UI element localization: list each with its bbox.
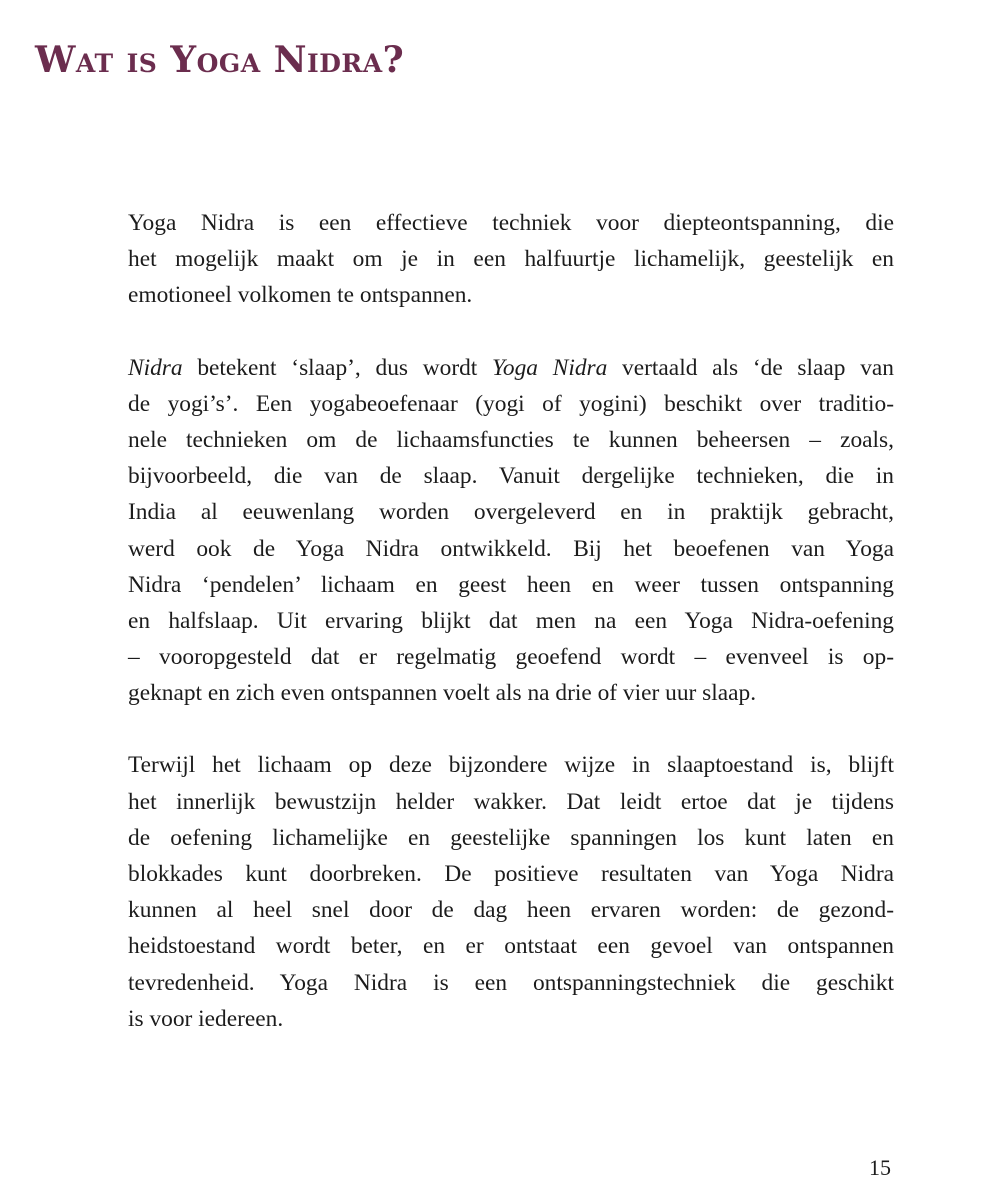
text-line: heidstoestand wordt beter, en er ontstaat een gevoel van ontspannen (128, 933, 894, 960)
text-line: blokkades kunt doorbreken. De positieve resultaten van Yoga Nidra (128, 861, 894, 887)
text-line: – vooropgesteld dat er regelmatig geoefend wordt – evenveel is op- (128, 644, 894, 671)
text-line: is voor iedereen. (128, 1005, 284, 1032)
text-line: het mogelijk maakt om je in een halfuurtje lichamelijk, geestelijk en (128, 246, 894, 273)
page-title: Wat is Yoga Nidra? (35, 39, 405, 81)
italic-term: Yoga Nidra (492, 354, 608, 381)
paragraph (128, 205, 894, 314)
text-line (128, 350, 894, 386)
text-line: geknapt en zich even ontspannen voelt als na drie of vier uur slaap. (128, 680, 757, 707)
text-line: het innerlijk bewustzijn helder wakker. Dat leidt ertoe dat je tijdens (128, 788, 894, 815)
text-run: vertaald als ‘de slaap van (607, 354, 894, 381)
body-text (128, 205, 894, 1073)
text-line: bijvoorbeeld, die van de slaap. Vanuit dergelijke technieken, die in (128, 463, 894, 490)
text-line: nele technieken om de lichaamsfuncties te kunnen beheersen – zoals, (128, 426, 894, 453)
text-line: de oefening lichamelijke en geestelijke spanningen los kunt laten en (128, 824, 894, 851)
text-run: betekent ‘slaap’, dus wordt (182, 354, 493, 381)
paragraph (128, 350, 894, 712)
text-line: Yoga Nidra is een effectieve techniek voor diepteontspanning, die (128, 210, 894, 236)
text-line: Nidra ‘pendelen’ lichaam en geest heen en weer tussen ontspanning (128, 571, 894, 598)
text-line: emotioneel volkomen te ontspannen. (128, 282, 473, 309)
page-number: 15 (869, 1155, 891, 1180)
text-line: werd ook de Yoga Nidra ontwikkeld. Bij het beoefenen van Yoga (128, 535, 894, 562)
italic-term: Nidra (128, 354, 183, 381)
text-line: Terwijl het lichaam op deze bijzondere wijze in slaaptoestand is, blijft (128, 752, 894, 779)
paragraph (128, 747, 894, 1037)
text-line: tevredenheid. Yoga Nidra is een ontspanningstechniek die geschikt (128, 969, 894, 996)
text-line: kunnen al heel snel door de dag heen ervaren worden: de gezond- (128, 897, 894, 924)
text-line: en halfslaap. Uit ervaring blijkt dat men na een Yoga Nidra-oefening (128, 607, 894, 634)
text-line: India al eeuwenlang worden overgeleverd en in praktijk gebracht, (128, 499, 894, 526)
text-line: de yogi’s’. Een yogabeoefenaar (yogi of yogini) beschikt over traditio- (128, 390, 894, 417)
